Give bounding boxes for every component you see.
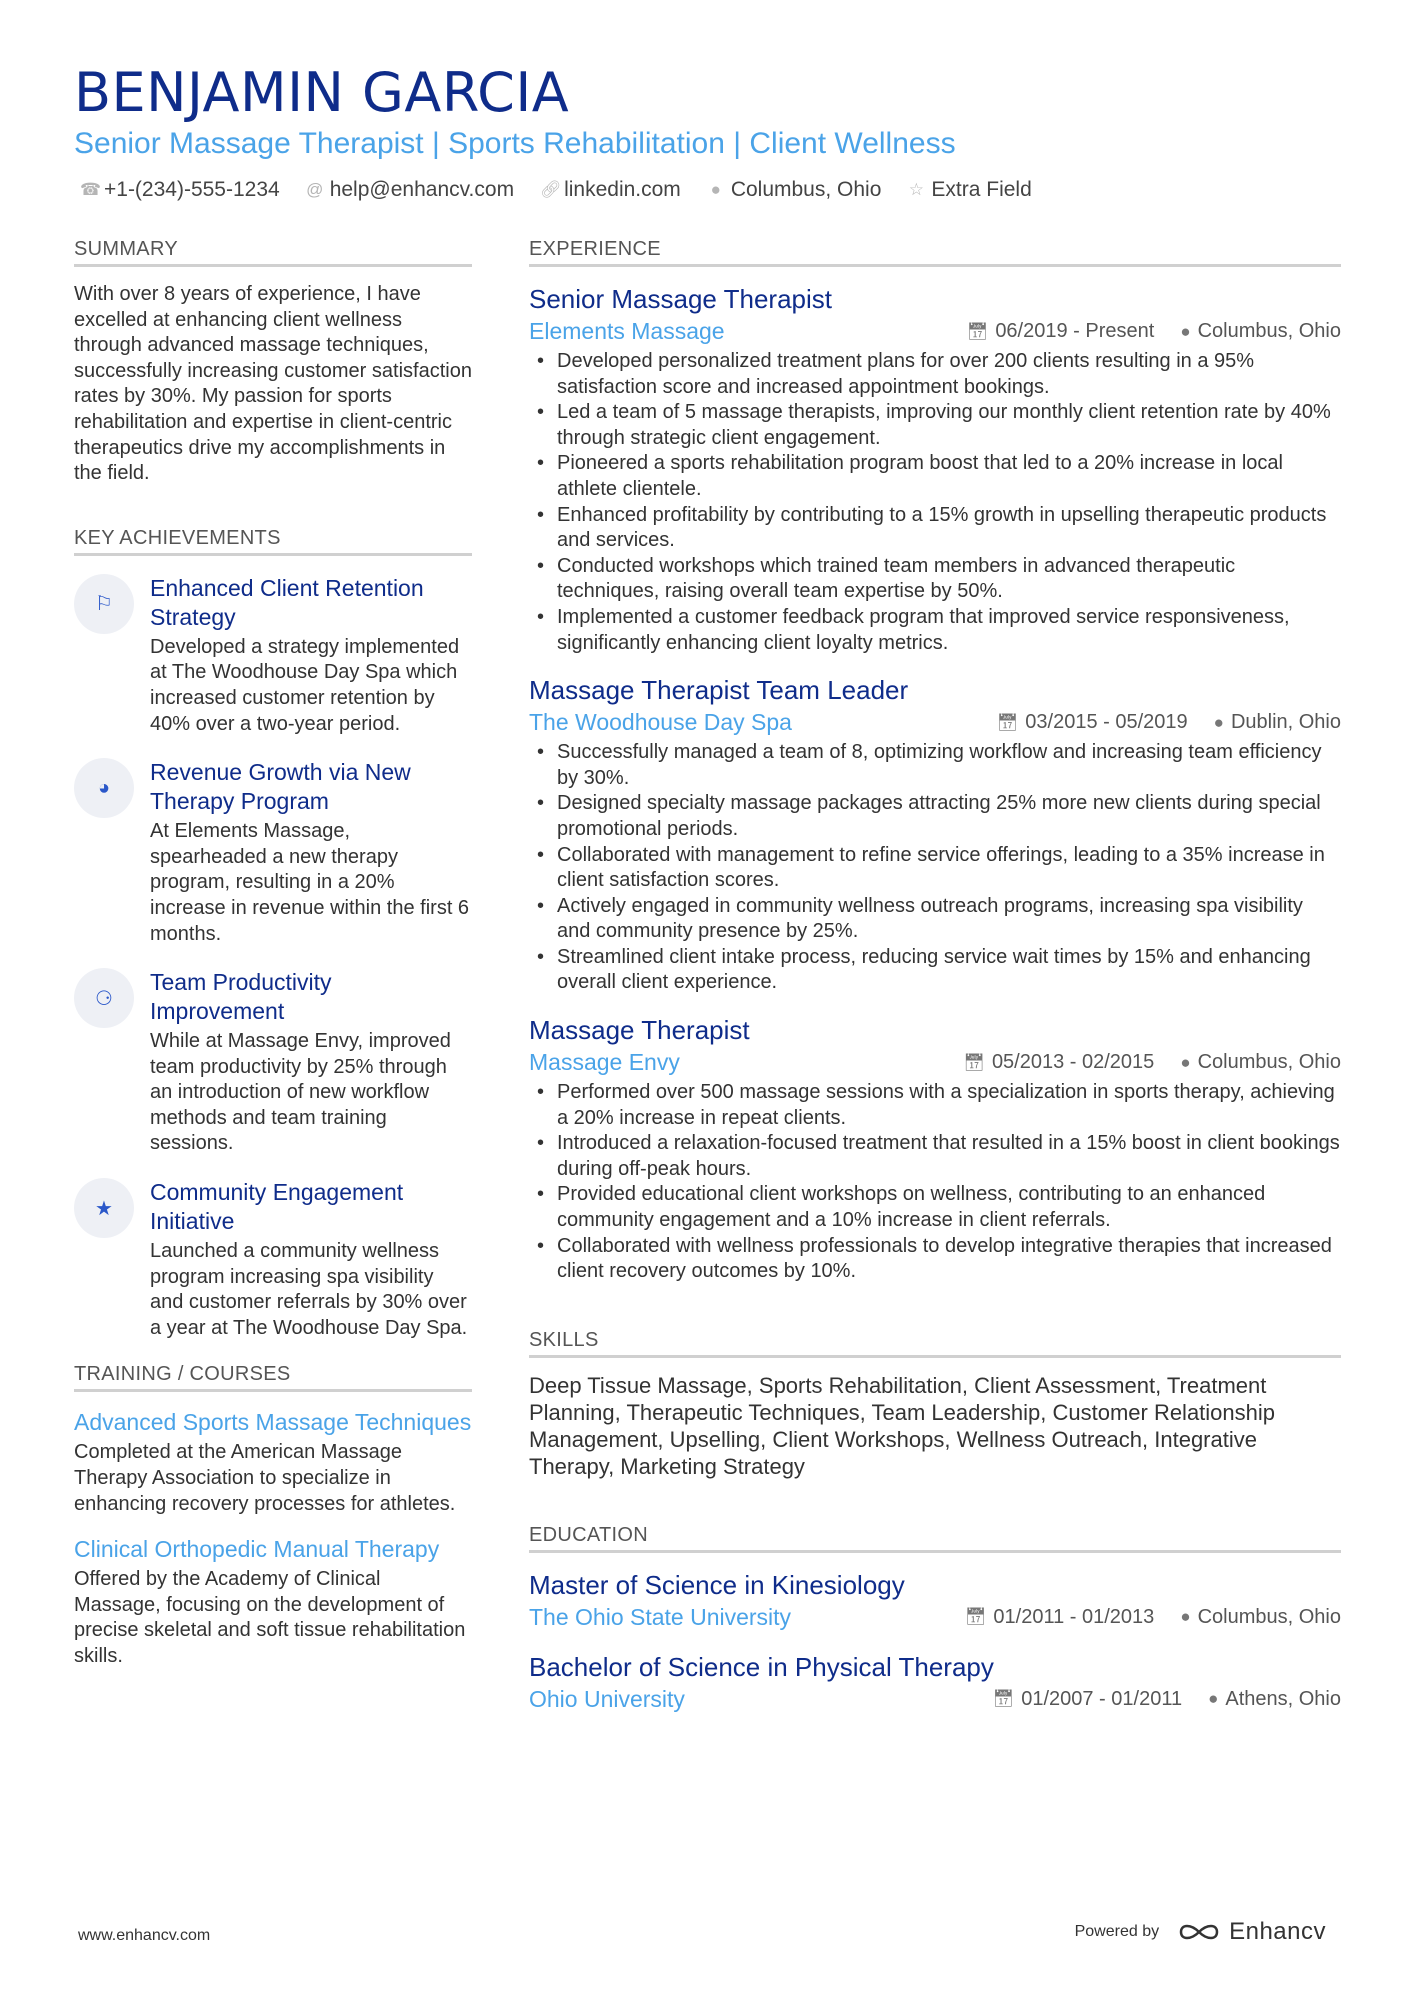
job-location: Dublin, Ohio [1230, 711, 1341, 734]
achievement-desc: Launched a community wellness program increasing spa visibility and customer referrals by 30% over a year at The Woodhouse Day Spa. [150, 1240, 468, 1339]
location-icon: ● [1180, 1052, 1191, 1072]
achievement-item [74, 1178, 472, 1341]
job-location: Columbus, Ohio [1197, 320, 1341, 342]
contact-linkedin[interactable] [540, 178, 681, 202]
link-icon: 🔗︎ [540, 180, 562, 199]
education-dates: 01/2011 - 01/2013 [993, 1605, 1155, 1628]
calendar-icon: 📅︎ [963, 1052, 985, 1072]
calendar-icon: 📅︎ [964, 1607, 987, 1627]
course-title: Clinical Orthopedic Manual Therapy [74, 1536, 440, 1563]
job-bullet: • Successfully managed a team of 8, optimizing workflow and increasing team efficiency by 30%. [529, 740, 1341, 791]
achievement-item [74, 758, 472, 947]
job-entry [529, 283, 1341, 656]
degree-title: Master of Science in Kinesiology [529, 1569, 905, 1600]
job-bullet: • Implemented a customer feedback program that improved service responsiveness, significantly enhancing client loyalty metrics. [529, 605, 1341, 656]
course-item [74, 1535, 472, 1669]
calendar-icon: 📅︎ [996, 712, 1019, 732]
education-heading: EDUCATION [529, 1524, 1341, 1553]
achievement-title: Revenue Growth via New Therapy Program [150, 759, 411, 815]
at-icon: @ [306, 180, 324, 199]
star-half-icon: ★ [74, 1178, 134, 1238]
job-bullet: • Collaborated with management to refine service offerings, leading to a 35% increase in client satisfaction scores. [529, 843, 1341, 894]
job-bullet: • Provided educational client workshops on wellness, contributing to an enhanced community engagement and a 10% increase in client referrals. [529, 1182, 1341, 1233]
candidate-name: BENJAMIN GARCIA [74, 61, 570, 124]
location-icon: ● [710, 180, 721, 199]
job-company: Massage Envy [529, 1049, 680, 1076]
achievements-list [74, 574, 472, 1342]
head-icon: ◕ [74, 758, 134, 818]
job-bullet: • Performed over 500 massage sessions with a specialization in sports therapy, achieving a 20% increase in repeat clients. [529, 1080, 1341, 1131]
job-bullet: • Led a team of 5 massage therapists, improving our monthly client retention rate by 40% through strategic client engagement. [529, 400, 1341, 451]
achievement-desc: While at Massage Envy, improved team productivity by 25% through an introduction of new workflow methods and team training sessions. [150, 1030, 451, 1155]
lightbulb-icon: ⚆ [74, 968, 134, 1028]
contact-phone-text: +1-(234)-555-1234 [104, 178, 280, 201]
contact-extra [907, 178, 1031, 202]
education-entry [529, 1651, 1341, 1713]
job-bullet: • Developed personalized treatment plans for over 200 clients resulting in a 95% satisfaction score and increased appointment bookings. [529, 349, 1341, 400]
job-entry [529, 1014, 1341, 1285]
job-bullet: • Introduced a relaxation-focused treatment that resulted in a 15% boost in client bookings during off-peak hours. [529, 1131, 1341, 1182]
achievement-title: Enhanced Client Retention Strategy [150, 574, 424, 630]
footer-website[interactable]: www.enhancv.com [78, 1927, 211, 1944]
location-icon: ● [1180, 1607, 1191, 1627]
contact-email[interactable] [306, 178, 514, 202]
location-icon: ● [1180, 321, 1191, 341]
achievement-title: Community Engagement Initiative [150, 1179, 404, 1235]
experience-heading: EXPERIENCE [529, 238, 1341, 267]
job-title: Massage Therapist [529, 1015, 750, 1046]
job-bullet: • Designed specialty massage packages attracting 25% more new clients during special promotional periods. [529, 791, 1341, 842]
job-bullets [529, 740, 1341, 996]
course-desc: Offered by the Academy of Clinical Massage, focusing on the development of precise skeletal and soft tissue rehabilitation skills. [74, 1568, 466, 1667]
job-bullet: • Collaborated with wellness professionals to develop integrative therapies that increased client recovery outcomes by 10%. [529, 1234, 1341, 1285]
brand-logo[interactable] [1177, 1918, 1326, 1946]
footer-branding [1075, 1918, 1326, 1946]
contact-extra-text: Extra Field [931, 178, 1032, 201]
enhancv-logo-icon [1177, 1920, 1221, 1944]
contact-bar [80, 178, 1032, 202]
job-location: Columbus, Ohio [1197, 1051, 1341, 1074]
job-bullet: • Enhanced profitability by contributing to a 15% growth in upselling therapeutic products and services. [529, 503, 1341, 554]
summary-heading: SUMMARY [74, 238, 472, 267]
training-heading: TRAINING / COURSES [74, 1363, 472, 1392]
job-bullet: • Streamlined client intake process, reducing service wait times by 15% and enhancing overall client experience. [529, 945, 1341, 996]
job-dates: 05/2013 - 02/2015 [991, 1051, 1155, 1074]
school-name: Ohio University [529, 1685, 685, 1712]
contact-linkedin-text: linkedin.com [564, 178, 681, 201]
skills-text: Deep Tissue Massage, Sports Rehabilitation, Client Assessment, Treatment Planning, Therapeutic Techniques, Team Leadership, Customer Relationship Management, Upselling, Client Workshops, Wellness Outreach, Integrative Therapy, Marketing Strategy [529, 1372, 1276, 1479]
education-dates: 01/2007 - 01/2011 [1021, 1687, 1183, 1710]
job-bullet: • Conducted workshops which trained team members in advanced therapeutic techniques, raising overall team expertise by 50%. [529, 554, 1341, 605]
job-company: The Woodhouse Day Spa [529, 709, 792, 736]
job-bullets [529, 349, 1341, 656]
education-location: Columbus, Ohio [1197, 1605, 1341, 1628]
skills-heading: SKILLS [529, 1329, 1341, 1358]
education-location: Athens, Ohio [1225, 1687, 1341, 1710]
headline: Senior Massage Therapist | Sports Rehabilitation | Client Wellness [74, 127, 956, 160]
powered-by-label: Powered by [1074, 1923, 1160, 1940]
summary-text: With over 8 years of experience, I have excelled at enhancing client wellness through advanced massage techniques, successfully increasing customer satisfaction rates by 30%. My passion for sports rehabilitation and expertise in client-centric therapeutics drive my accomplishments in the field. [74, 283, 472, 485]
achievement-desc: Developed a strategy implemented at The Woodhouse Day Spa which increased customer retention by 40% over a two-year period. [150, 635, 460, 735]
job-entry [529, 674, 1341, 996]
job-company: Elements Massage [529, 318, 725, 344]
job-title: Massage Therapist Team Leader [529, 675, 909, 706]
brand-name: Enhancv [1229, 1918, 1326, 1945]
contact-location-text: Columbus, Ohio [730, 178, 882, 201]
course-desc: Completed at the American Massage Therapy Association to specialize in enhancing recovery processes for athletes. [74, 1441, 456, 1515]
phone-icon: ☎ [80, 180, 102, 199]
job-bullet: • Actively engaged in community wellness outreach programs, increasing spa visibility and community presence by 25%. [529, 894, 1341, 945]
job-dates: 03/2015 - 05/2019 [1025, 711, 1188, 734]
achievement-title: Team Productivity Improvement [150, 969, 332, 1025]
course-title: Advanced Sports Massage Techniques [74, 1409, 472, 1436]
school-name: The Ohio State University [529, 1603, 792, 1630]
calendar-icon: 📅︎ [992, 1689, 1015, 1709]
left-column [74, 238, 472, 1670]
degree-title: Bachelor of Science in Physical Therapy [529, 1651, 994, 1682]
education-entry [529, 1569, 1341, 1631]
achievement-item [74, 574, 472, 737]
contact-location [707, 178, 882, 202]
contact-phone[interactable] [80, 178, 280, 202]
location-icon: ● [1208, 1689, 1219, 1709]
calendar-icon: 📅︎ [966, 321, 989, 341]
contact-email-text: help@enhancv.com [329, 178, 515, 201]
achievement-desc: At Elements Massage, spearheaded a new therapy program, resulting in a 20% increase in revenue within the first 6 months. [150, 820, 470, 945]
course-item [74, 1408, 472, 1517]
job-bullet: • Pioneered a sports rehabilitation program boost that led to a 20% increase in local athlete clientele. [529, 451, 1341, 502]
job-bullets [529, 1080, 1341, 1285]
location-icon: ● [1213, 712, 1224, 732]
job-dates: 06/2019 - Present [995, 320, 1155, 342]
achievements-heading: KEY ACHIEVEMENTS [74, 527, 472, 556]
right-column [529, 238, 1341, 1713]
flag-icon: ⚐ [74, 574, 134, 634]
star-icon: ☆ [908, 180, 925, 199]
job-title: Senior Massage Therapist [529, 284, 833, 314]
achievement-item [74, 968, 472, 1157]
